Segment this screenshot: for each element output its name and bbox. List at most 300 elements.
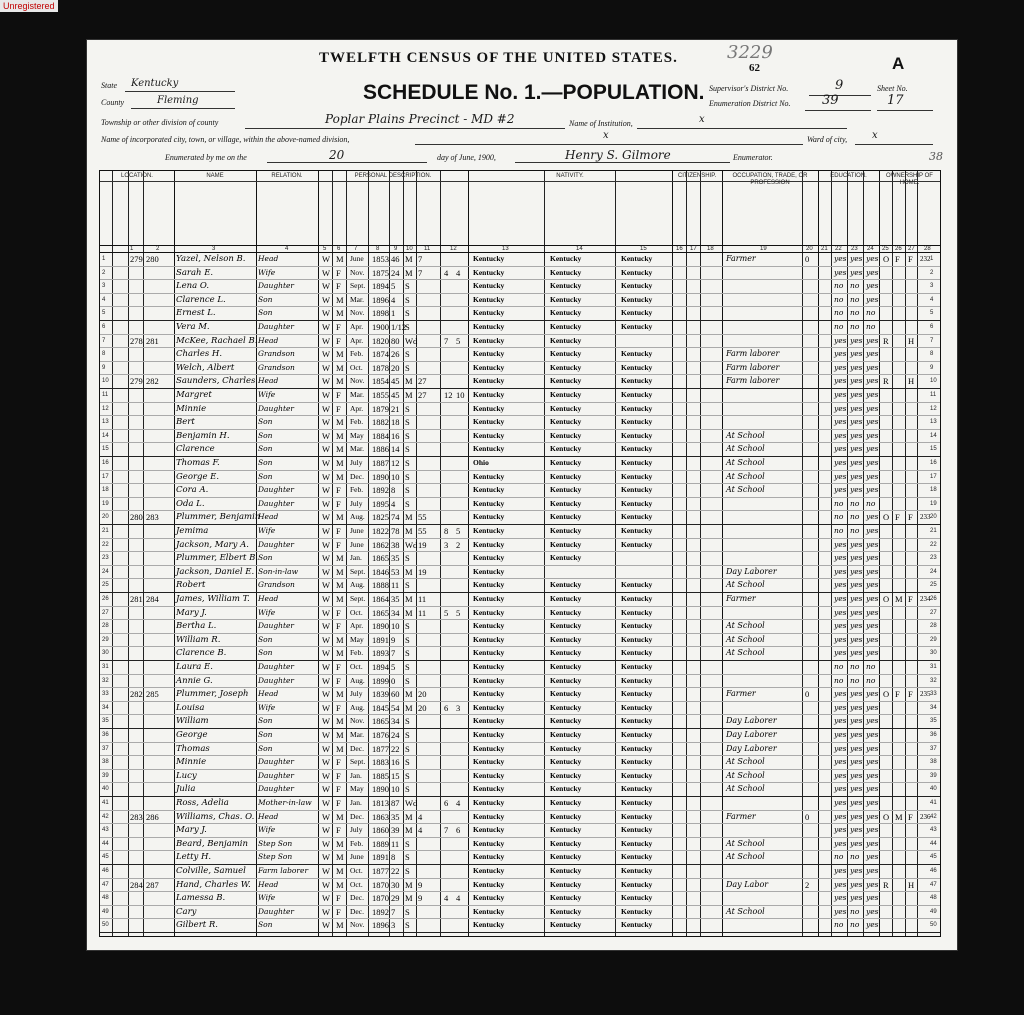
cell-year: 1875	[372, 267, 389, 278]
table-row	[100, 865, 940, 878]
cell-bp: Kentucky	[473, 430, 505, 440]
cell-fbp: Kentucky	[550, 322, 582, 331]
table-row	[100, 919, 940, 932]
cell-month: May	[350, 634, 364, 644]
cell-mar: S	[405, 417, 410, 428]
cell-rel: Wife	[258, 526, 276, 535]
line-number-right: 41	[930, 800, 937, 806]
colnum-25: 25	[882, 246, 889, 252]
line-number-right: 13	[930, 419, 937, 426]
cell-name: James, William T.	[176, 594, 250, 604]
schedule-title: SCHEDULE No. 1.—POPULATION.	[363, 81, 705, 104]
cell-name: Mary J.	[176, 825, 207, 836]
cell-age: 14	[391, 444, 400, 455]
cell-occ: At School	[726, 471, 765, 481]
cell-color: W	[322, 580, 331, 591]
table-row	[100, 702, 940, 715]
cell-month: Mar.	[350, 730, 364, 739]
cell-year: 1882	[372, 417, 389, 428]
cell-mbp: Kentucky	[621, 267, 653, 277]
line-number: 42	[102, 813, 109, 820]
cell-occ: At School	[726, 770, 765, 780]
cell-fbp: Kentucky	[550, 580, 582, 590]
cell-read: yes	[834, 757, 847, 767]
cell-color: W	[322, 417, 331, 428]
cell-month: Feb.	[350, 648, 364, 658]
cell-occ: At School	[726, 444, 765, 454]
cell-write: yes	[850, 770, 863, 780]
cell-unemp: 0	[805, 811, 810, 822]
cell-month: July	[350, 458, 363, 467]
cell-year: 1883	[372, 757, 389, 768]
cell-mot: 4	[444, 893, 449, 904]
table-row	[100, 498, 940, 511]
cell-bp: Kentucky	[473, 390, 505, 399]
cell-name: Benjamin H.	[176, 430, 230, 441]
cell-color: W	[322, 648, 331, 659]
table-row	[100, 253, 940, 266]
cell-fbp: Kentucky	[550, 294, 582, 304]
cell-name: Saunders, Charles	[176, 376, 256, 387]
cell-fbp: Kentucky	[550, 634, 582, 644]
cell-bp: Kentucky	[473, 811, 505, 821]
line-number: 29	[102, 636, 109, 643]
cell-rel: Head	[258, 879, 279, 889]
cell-bp: Kentucky	[473, 403, 505, 413]
cell-fbp: Kentucky	[550, 281, 582, 291]
cell-color: W	[322, 852, 331, 863]
cell-mbp: Kentucky	[621, 485, 653, 495]
cell-rel: Daughter	[258, 281, 294, 291]
cell-mbp: Kentucky	[621, 634, 653, 644]
line-number-right: 23	[930, 555, 937, 562]
colnum-22: 22	[835, 246, 842, 252]
cell-bp: Kentucky	[473, 539, 505, 549]
cell-sex: M	[336, 430, 344, 441]
cell-fbp: Kentucky	[550, 512, 582, 522]
cell-color: W	[322, 689, 331, 700]
cell-month: Aug.	[350, 675, 365, 685]
cell-read: yes	[834, 403, 847, 413]
cell-sched: 235	[920, 690, 931, 699]
cell-year: 1899	[372, 675, 389, 686]
cell-year: 1870	[372, 893, 389, 904]
line-number-right: 26	[930, 596, 937, 602]
cell-color: W	[322, 621, 331, 632]
cell-color: W	[322, 866, 331, 876]
cell-color: W	[322, 594, 331, 604]
cell-dwell: 283	[130, 811, 143, 822]
cell-sex: F	[336, 757, 341, 768]
line-number: 4	[102, 296, 106, 303]
cell-age: 3	[391, 920, 396, 931]
cell-eng: yes	[866, 594, 879, 603]
line-number-right: 33	[930, 691, 937, 698]
cell-name: Mary J.	[176, 607, 207, 618]
state-value: Kentucky	[131, 78, 179, 89]
group-ownership: OWNERSHIP OF HOME.	[886, 173, 933, 186]
cell-eng: yes	[866, 730, 879, 739]
cell-month: Nov.	[350, 920, 365, 930]
cell-name: Laura E.	[176, 662, 213, 672]
cell-color: W	[322, 743, 331, 754]
cell-write: yes	[850, 485, 863, 495]
cell-read: yes	[834, 893, 847, 903]
cell-age: 8	[391, 852, 396, 863]
cell-write: yes	[850, 594, 863, 603]
cell-fbp: Kentucky	[550, 430, 582, 440]
cell-rel: Son	[258, 716, 273, 726]
cell-month: Jan.	[350, 770, 362, 780]
group-nativity: NATIVITY.	[556, 173, 584, 179]
cell-age: 38	[391, 539, 400, 550]
cell-name: Colville, Samuel	[176, 866, 246, 876]
table-row	[100, 416, 940, 429]
enumerated-prefix: Enumerated by me on the	[165, 153, 247, 162]
cell-eng: yes	[866, 458, 879, 467]
cell-read: no	[834, 308, 844, 318]
cell-year: 1825	[372, 512, 389, 523]
cell-age: 39	[391, 825, 400, 836]
cell-read: yes	[834, 362, 847, 372]
cell-color: W	[322, 390, 331, 400]
cell-rel: Head	[258, 512, 279, 522]
cell-year: 1891	[372, 852, 389, 863]
cell-fam: 284	[146, 594, 159, 604]
table-row	[100, 593, 940, 606]
cell-rel: Daughter	[258, 621, 294, 631]
cell-sex: M	[336, 458, 344, 468]
group-citizenship: CITIZENSHIP.	[677, 173, 717, 179]
cell-mar: M	[405, 893, 413, 904]
cell-name: Lucy	[176, 770, 197, 781]
cell-write: yes	[850, 648, 863, 658]
cell-fbp: Kentucky	[550, 254, 582, 263]
cell-sex: M	[336, 634, 344, 645]
cell-mar: S	[405, 852, 410, 863]
cell-dwell: 281	[130, 594, 143, 604]
cell-month: Nov.	[350, 308, 365, 318]
cell-month: Dec.	[350, 811, 364, 821]
cell-sched: 234	[920, 595, 931, 603]
cell-age: 35	[391, 553, 400, 564]
cell-age: 80	[391, 335, 400, 346]
table-row	[100, 457, 940, 470]
cell-bp: Ohio	[473, 458, 489, 467]
cell-occ: At School	[726, 458, 765, 467]
cell-eng: yes	[866, 689, 879, 699]
cell-sex: F	[336, 281, 341, 292]
group-location: LOCATION.	[121, 173, 153, 179]
cell-age: 10	[391, 471, 400, 482]
cell-mbp: Kentucky	[621, 852, 653, 862]
cell-eng: no	[866, 675, 876, 685]
census-sheet	[87, 40, 957, 950]
cell-mar: S	[405, 308, 410, 319]
cell-bp: Kentucky	[473, 825, 505, 835]
cell-name: Minnie	[176, 403, 207, 414]
cell-bp: Kentucky	[473, 920, 505, 930]
line-number: 27	[102, 609, 109, 616]
table-row	[100, 403, 940, 416]
cell-age: 78	[391, 526, 400, 536]
cell-name: Cary	[176, 906, 197, 917]
cell-eng: yes	[866, 294, 879, 304]
cell-month: June	[350, 852, 364, 862]
cell-yrs: 9	[418, 893, 423, 904]
line-number-right: 15	[930, 446, 937, 453]
line-number-right: 48	[930, 895, 937, 902]
cell-yrs: 27	[418, 390, 427, 400]
cell-liv: 4	[456, 267, 461, 278]
cell-year: 1886	[372, 444, 389, 455]
cell-mbp: Kentucky	[621, 866, 653, 875]
cell-mar: S	[405, 403, 410, 414]
cell-sex: F	[336, 335, 341, 346]
cell-write: yes	[850, 621, 863, 631]
table-row	[100, 471, 940, 484]
line-number-right: 18	[930, 487, 937, 494]
table-row	[100, 389, 940, 402]
cell-age: 11	[391, 838, 400, 849]
cell-bp: Kentucky	[473, 648, 505, 658]
colnum-6: 6	[337, 246, 341, 252]
cell-mbp: Kentucky	[621, 920, 653, 930]
cell-month: Jan.	[350, 798, 362, 807]
cell-fbp: Kentucky	[550, 539, 582, 549]
table-row	[100, 634, 940, 647]
cell-rel: Daughter	[258, 675, 294, 685]
table-row	[100, 294, 940, 307]
colnum-23: 23	[851, 246, 858, 252]
colnum-13: 13	[502, 246, 509, 252]
cell-name: Welch, Albert	[176, 362, 235, 373]
cell-mar: S	[405, 920, 410, 931]
line-number: 47	[102, 881, 109, 888]
cell-sex: M	[336, 512, 344, 523]
cell-rel: Grandson	[258, 580, 295, 590]
cell-write: yes	[850, 417, 863, 427]
line-number: 7	[102, 337, 106, 344]
cell-mar: S	[405, 770, 410, 781]
cell-eng: yes	[866, 390, 879, 399]
line-number-right: 43	[930, 827, 937, 834]
colnum-14: 14	[576, 246, 583, 252]
cell-sched: 236	[920, 812, 931, 821]
group-education: EDUCATION.	[830, 173, 867, 179]
cell-age: 1/12	[391, 322, 407, 332]
enumeration-value: 39	[822, 93, 839, 108]
cell-age: 34	[391, 607, 400, 618]
cell-mar: S	[405, 757, 410, 768]
line-number: 8	[102, 351, 106, 358]
cell-color: W	[322, 838, 331, 849]
cell-name: Julia	[176, 784, 196, 795]
cell-year: 1853	[372, 254, 389, 264]
cell-farm: F	[908, 594, 913, 604]
ward-value: x	[872, 130, 878, 141]
cell-rel: Daughter	[258, 784, 294, 794]
cell-age: 5	[391, 662, 396, 672]
cell-year: 1900	[372, 322, 389, 332]
cell-color: W	[322, 811, 331, 822]
colnum-9: 9	[394, 246, 398, 252]
colnum-26: 26	[895, 246, 902, 252]
cell-write: no	[850, 322, 860, 331]
cell-sex: M	[336, 444, 344, 455]
cell-occ: At School	[726, 852, 765, 862]
table-row	[100, 552, 940, 565]
cell-eng: yes	[866, 281, 879, 291]
cell-eng: yes	[866, 852, 879, 862]
cell-fbp: Kentucky	[550, 403, 582, 413]
cell-age: 53	[391, 566, 400, 577]
line-number: 45	[102, 854, 109, 861]
line-number: 6	[102, 324, 106, 330]
cell-mar: S	[405, 675, 410, 686]
cell-occ: Farmer	[726, 254, 756, 263]
table-row	[100, 267, 940, 280]
cell-mar: S	[405, 662, 410, 672]
colnum-10: 10	[406, 246, 413, 252]
cell-year: 1890	[372, 471, 389, 482]
cell-fbp: Kentucky	[550, 825, 582, 835]
cell-write: no	[850, 498, 860, 508]
cell-mbp: Kentucky	[621, 811, 653, 821]
cell-sex: F	[336, 498, 341, 509]
cell-liv: 5	[456, 526, 461, 536]
cell-bp: Kentucky	[473, 852, 505, 862]
cell-yrs: 4	[418, 825, 423, 836]
cell-unemp: 0	[805, 254, 810, 264]
table-row	[100, 647, 940, 660]
cell-fbp: Kentucky	[550, 444, 582, 454]
cell-occ: Farm laborer	[726, 376, 780, 386]
cell-age: 15	[391, 770, 400, 781]
line-number: 43	[102, 827, 109, 834]
cell-year: 1846	[372, 566, 389, 577]
cell-sex: F	[336, 621, 341, 632]
cell-eng: yes	[866, 362, 879, 372]
cell-rel: Son	[258, 444, 273, 454]
cell-eng: yes	[866, 430, 879, 440]
cell-color: W	[322, 784, 331, 795]
group-personal: PERSONAL DESCRIPTION.	[354, 173, 432, 179]
line-number-right: 10	[930, 378, 937, 385]
cell-yrs: 11	[418, 594, 427, 604]
cell-rel: Son	[258, 648, 273, 658]
line-number-right: 45	[930, 854, 937, 861]
cell-occ: Day Laborer	[726, 566, 777, 576]
line-number: 31	[102, 664, 109, 670]
cell-month: June	[350, 539, 364, 549]
cell-bp: Kentucky	[473, 662, 505, 671]
cell-write: yes	[850, 471, 863, 481]
cell-bp: Kentucky	[473, 634, 505, 644]
table-row	[100, 566, 940, 579]
cell-yrs: 27	[418, 376, 427, 387]
cell-color: W	[322, 920, 331, 931]
cell-yrs: 4	[418, 811, 423, 822]
cell-year: 1893	[372, 648, 389, 659]
cell-rel: Son	[258, 634, 273, 644]
cell-rel: Son	[258, 308, 273, 318]
cell-write: yes	[850, 702, 863, 712]
cell-mbp: Kentucky	[621, 906, 653, 916]
cell-fbp: Kentucky	[550, 621, 582, 631]
cell-month: Nov.	[350, 376, 365, 386]
cell-month: Sept.	[350, 757, 366, 767]
cell-mar: S	[405, 444, 410, 455]
cell-yrs: 55	[418, 526, 427, 536]
line-number: 24	[102, 568, 109, 575]
cell-year: 1860	[372, 825, 389, 836]
cell-fbp: Kentucky	[550, 648, 582, 658]
line-number-right: 35	[930, 718, 937, 725]
cell-year: 1885	[372, 770, 389, 781]
cell-age: 4	[391, 294, 396, 305]
cell-unemp: 2	[805, 879, 810, 890]
cell-year: 1855	[372, 390, 389, 400]
cell-read: no	[834, 852, 844, 862]
cell-sex: F	[336, 403, 341, 414]
line-number-right: 4	[930, 296, 934, 303]
cell-mot: 7	[444, 825, 449, 836]
cell-month: Jan.	[350, 553, 362, 563]
cell-month: Oct.	[350, 866, 363, 875]
cell-fbp: Kentucky	[550, 784, 582, 794]
cell-sex: F	[336, 390, 341, 400]
line-number-right: 46	[930, 868, 937, 874]
cell-liv: 3	[456, 702, 461, 713]
cell-read: yes	[834, 784, 847, 794]
cell-rel: Son	[258, 730, 273, 739]
cell-month: Aug.	[350, 702, 365, 712]
cell-month: Oct.	[350, 662, 363, 671]
cell-month: Mar.	[350, 294, 364, 304]
cell-eng: yes	[866, 417, 879, 427]
cell-bp: Kentucky	[473, 906, 505, 916]
line-number: 14	[102, 432, 109, 439]
cell-mar: S	[405, 294, 410, 305]
cell-eng: yes	[866, 471, 879, 481]
cell-mar: S	[405, 621, 410, 632]
colnum-3: 3	[212, 246, 216, 252]
cell-write: no	[850, 675, 860, 685]
cell-age: 54	[391, 702, 400, 713]
cell-bp: Kentucky	[473, 675, 505, 685]
cell-occ: Day Labor	[726, 879, 769, 889]
cell-mbp: Kentucky	[621, 539, 653, 549]
cell-fbp: Kentucky	[550, 458, 582, 467]
cell-name: Thomas	[176, 743, 210, 754]
cell-eng: yes	[866, 335, 879, 345]
supervisor-value: 9	[835, 78, 844, 93]
cell-year: 1854	[372, 376, 389, 387]
line-number: 39	[102, 772, 109, 779]
cell-occ: At School	[726, 906, 765, 916]
cell-color: W	[322, 879, 331, 890]
cell-month: May	[350, 784, 364, 794]
cell-bp: Kentucky	[473, 512, 505, 522]
cell-write: no	[850, 512, 860, 522]
cell-write: yes	[850, 430, 863, 440]
cell-color: W	[322, 893, 331, 904]
cell-write: yes	[850, 444, 863, 454]
cell-fbp: Kentucky	[550, 852, 582, 862]
group-occupation: OCCUPATION, TRADE, OR PROFESSION	[732, 173, 808, 186]
cell-eng: yes	[866, 866, 879, 875]
